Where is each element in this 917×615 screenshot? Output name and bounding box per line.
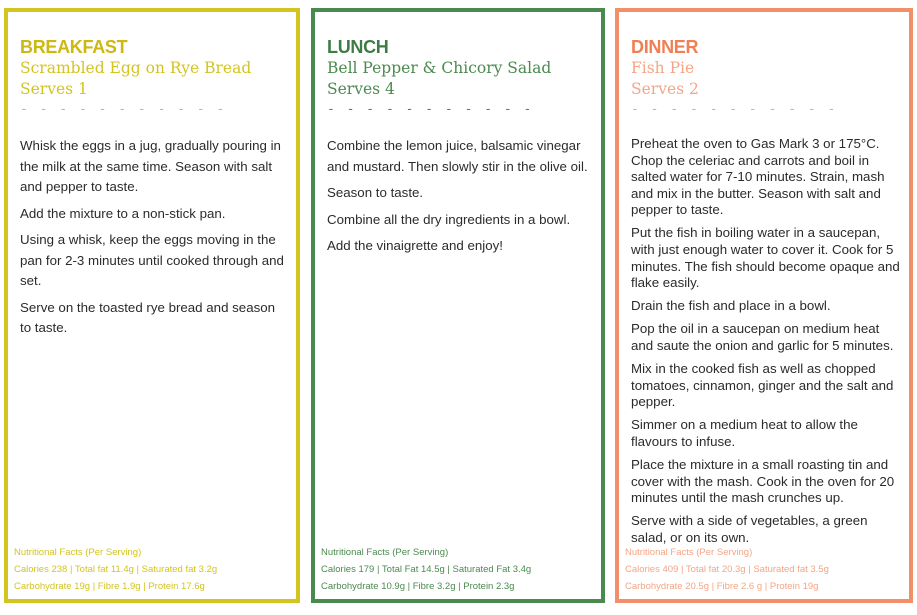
serves-label: Serves 4 bbox=[327, 80, 395, 98]
recipe-title: Scrambled Egg on Rye Bread bbox=[20, 59, 252, 77]
recipe-step: Put the fish in boiling water in a saucepan, with just enough water to cover it. Cook for 5 minutes. The fish should become opaque and flake easily. bbox=[631, 225, 900, 291]
recipe-title: Fish Pie bbox=[631, 59, 695, 77]
recipe-step: Combine the lemon juice, balsamic vinegar and mustard. Then slowly stir in the olive oil. bbox=[327, 138, 588, 174]
nutrition-line: Calories 238 | Total fat 11.4g | Saturated fat 3.2g bbox=[14, 564, 218, 575]
recipe-step: Drain the fish and place in a bowl. bbox=[631, 298, 831, 314]
recipe-title: Bell Pepper & Chicory Salad bbox=[327, 59, 552, 77]
nutrition-line: Carbohydrate 19g | Fibre 1.9g | Protein 17.6g bbox=[14, 581, 205, 592]
meal-name: DINNER bbox=[631, 37, 699, 57]
dinner-card bbox=[615, 8, 913, 603]
recipe-step: Add the vinaigrette and enjoy! bbox=[327, 238, 503, 253]
serves-label: Serves 1 bbox=[20, 80, 88, 98]
meal-name: LUNCH bbox=[327, 37, 389, 57]
nutrition-facts bbox=[625, 544, 903, 595]
recipe-step: Preheat the oven to Gas Mark 3 or 175°C. Chop the celeriac and carrots and boil in salted water for 7-10 minutes. Strain, mash and mix in the butter. Season with salt and pepper to taste. bbox=[631, 136, 885, 218]
dash-divider: - - - - - - - - - - - bbox=[20, 102, 227, 117]
dinner-header bbox=[631, 36, 899, 118]
meal-name: BREAKFAST bbox=[20, 37, 128, 57]
recipe-step: Mix in the cooked fish as well as chopped tomatoes, cinnamon, ginger and the salt and pepper. bbox=[631, 361, 894, 410]
breakfast-card bbox=[4, 8, 300, 603]
recipe-steps bbox=[327, 136, 593, 263]
recipe-step: Serve with a side of vegetables, a green salad, or on its own. bbox=[631, 513, 868, 545]
lunch-card bbox=[311, 8, 605, 603]
recipe-steps bbox=[20, 136, 288, 345]
recipe-step: Simmer on a medium heat to allow the flavours to infuse. bbox=[631, 417, 858, 449]
recipe-step: Serve on the toasted rye bread and season to taste. bbox=[20, 299, 276, 335]
nutrition-heading: Nutritional Facts (Per Serving) bbox=[625, 547, 753, 558]
nutrition-line: Calories 179 | Total Fat 14.5g | Saturated Fat 3.4g bbox=[321, 564, 532, 575]
nutrition-line: Carbohydrate 20.5g | Fibre 2.6 g | Protein 19g bbox=[625, 581, 819, 592]
lunch-header bbox=[327, 36, 591, 118]
nutrition-facts bbox=[321, 544, 595, 595]
serves-label: Serves 2 bbox=[631, 80, 699, 98]
dash-divider: - - - - - - - - - - - bbox=[631, 102, 838, 117]
recipe-step: Pop the oil in a saucepan on medium heat and saute the onion and garlic for 5 minutes. bbox=[631, 321, 894, 354]
nutrition-line: Calories 409 | Total fat 20.3g | Saturated fat 3.5g bbox=[625, 564, 829, 575]
recipe-step: Add the mixture to a non-stick pan. bbox=[20, 205, 226, 221]
nutrition-facts bbox=[14, 544, 290, 595]
breakfast-header bbox=[20, 36, 286, 118]
recipe-step: Using a whisk, keep the eggs moving in the pan for 2-3 minutes until cooked through and set. bbox=[20, 232, 284, 288]
recipe-step: Season to taste. bbox=[327, 185, 424, 200]
nutrition-heading: Nutritional Facts (Per Serving) bbox=[14, 547, 142, 558]
recipe-step: Combine all the dry ingredients in a bowl. bbox=[327, 211, 571, 227]
recipe-step: Place the mixture in a small roasting tin and cover with the mash. Cook in the oven for 20 minutes until the mash crunches up. bbox=[631, 457, 895, 506]
nutrition-line: Carbohydrate 10.9g | Fibre 3.2g | Protein 2.3g bbox=[321, 581, 515, 592]
recipe-steps bbox=[631, 136, 901, 553]
dash-divider: - - - - - - - - - - - bbox=[327, 102, 534, 117]
nutrition-heading: Nutritional Facts (Per Serving) bbox=[321, 547, 449, 558]
recipe-step: Whisk the eggs in a jug, gradually pouring in the milk at the same time. Season with salt and pepper to taste. bbox=[20, 138, 281, 194]
